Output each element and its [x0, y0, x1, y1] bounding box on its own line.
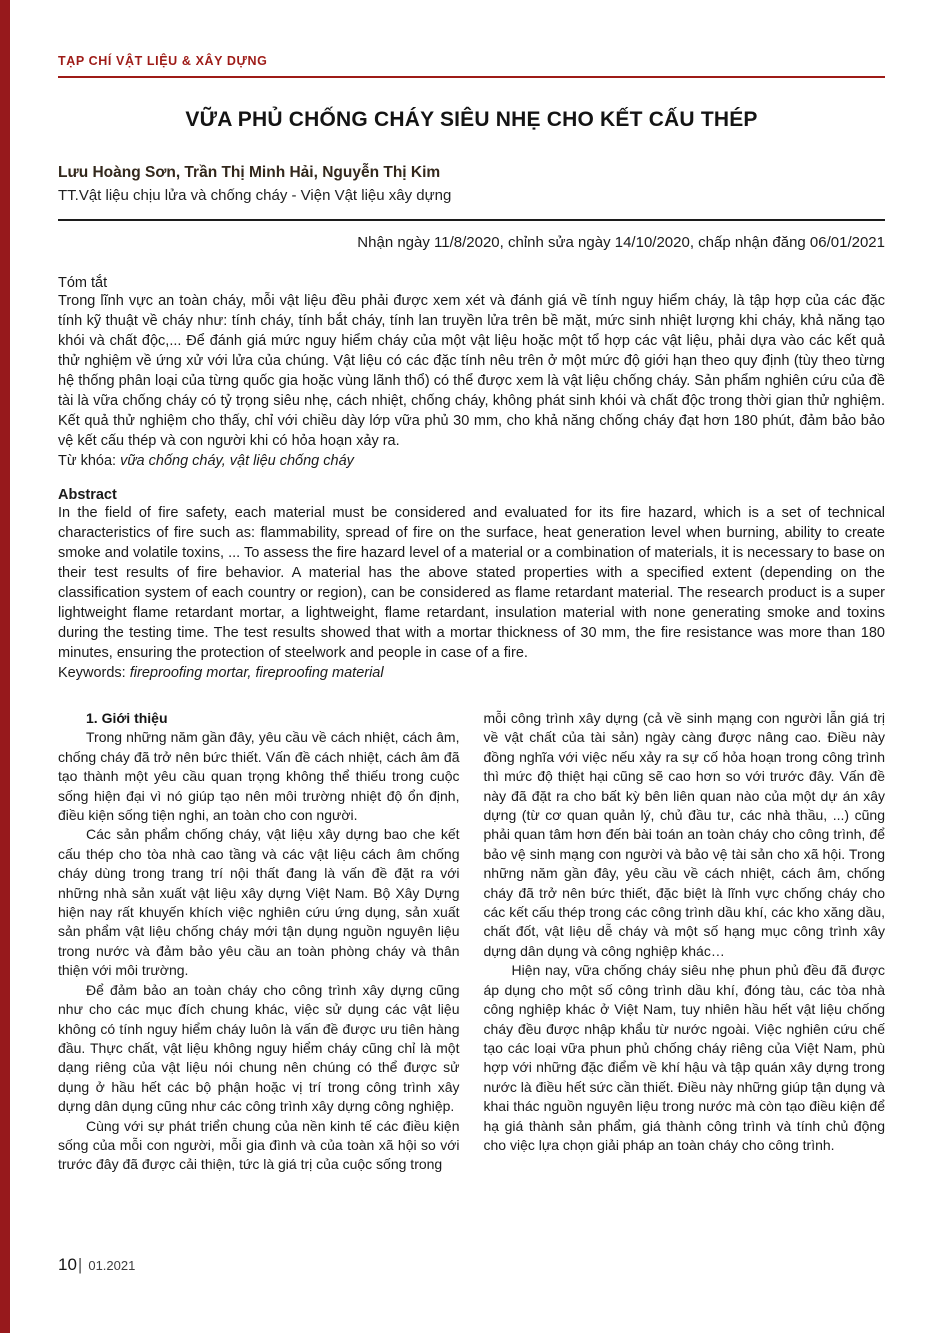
submission-dates: Nhận ngày 11/8/2020, chỉnh sửa ngày 14/10/2020, chấp nhận đăng 06/01/2021: [357, 234, 885, 251]
affiliation: TT.Vật liệu chịu lửa và chống cháy - Viện Vật liệu xây dựng: [58, 187, 452, 204]
abstract-text: In the field of fire safety, each material must be considered and evaluated for its fire hazard, which is a set of technical characteristics of fire such as: flammability, spread of fire on the surface, heat generation level when burning, ability to create smoke and volatile toxins, ... To assess the fire hazard level of a material or a combination of materials, it is necessary to base on their test results of fire behavior. A material has the above stated properties with a specified extent (depending on the classification system of each country or region), can be considered as flame retardant material. The research product is a super lightweight flame retardant mortar, a lightweight, flame retardant, insulation material with none generating smoke and toxins during the testing time. The test results showed that with a mortar thickness of 30 mm, the fire resistance was more than 180 minutes, ensuring the protection of steelwork and people in case of a fire.: [58, 505, 885, 661]
section-1-heading: 1. Giới thiệu: [86, 710, 168, 726]
abstract-block: [58, 487, 885, 683]
authors: Lưu Hoàng Sơn, Trần Thị Minh Hải, Nguyễn Thị Kim: [58, 164, 441, 181]
two-column-body: [58, 709, 885, 1175]
paragraph: Các sản phẩm chống cháy, vật liệu xây dựng bao che kết cấu thép cho tòa nhà cao tầng và các vật liệu cách âm chống cháy dùng trong trang trí nội thất đang là vấn đề đặt ra với những nhà sản xuất vật liệu xây dựng Việt Nam. Bộ Xây Dựng hiện nay rất khuyến khích việc nghiên cứu ứng dụng, sản xuất sản phẩm vật liệu chống cháy mới tận dụng nguồn nguyên liệu trong nước và đảm bảo yêu cầu an toàn phòng cháy và thân thiện với môi trường.: [58, 826, 460, 979]
header-rule: [58, 76, 885, 78]
page-footer: [58, 1255, 135, 1275]
keywords-line: [58, 663, 885, 683]
keywords-text: fireproofing mortar, fireproofing material: [129, 665, 384, 681]
footer-separator: |: [77, 1255, 83, 1274]
tomtat-text: Trong lĩnh vực an toàn cháy, mỗi vật liệu đều phải được xem xét và đánh giá về tính nguy hiểm cháy, là tập hợp của các đặc tính kỹ thuật về cháy như: tính cháy, tính bắt cháy, tính lan truyền lửa trên bề mặt, mức sinh nhiệt lượng khi cháy, khả năng tạo khói và chất độc,... Để đánh giá mức nguy hiểm cháy của một vật liệu hoặc một tổ hợp các vật liệu, phải dựa vào các kết quả thử nghiệm về ứng xử với lửa của chúng. Vật liệu có các đặc tính nêu trên ở một mức độ giới hạn theo quy định (tùy theo từng hệ thống phân loại của từng quốc gia hoặc vùng lãnh thổ) có thể được xem là vật liệu chống cháy. Sản phẩm nghiên cứu của đề tài là vữa chống cháy có tỷ trọng siêu nhẹ, cách nhiệt, chống cháy, không phát sinh khói và chất độc trong thời gian thử nghiệm. Kết quả thử nghiệm cho thấy, chỉ với chiều dày lớp vữa phủ 30 mm, cho khả năng chống cháy đạt hơn 180 phút, đảm bảo bảo vệ kết cấu thép và con người khi có hỏa hoạn xảy ra.: [58, 293, 885, 449]
journal-name: TẠP CHÍ VẬT LIỆU & XÂY DỰNG: [58, 54, 268, 68]
right-column: [484, 709, 886, 1175]
page-number: 10: [58, 1255, 77, 1274]
tukhoa-line: [58, 451, 885, 471]
tomtat-label: Tóm tắt: [58, 275, 108, 291]
paragraph: Để đảm bảo an toàn cháy cho công trình xây dựng cũng như cho các mục đích chung khác, việc sử dụng các vật liệu không có tính nguy hiểm cháy luôn là vấn đề được ưu tiên hàng đầu. Thực chất, vật liệu không nguy hiểm cháy cũng chỉ là một dạng riêng của vật liệu nói chung nên chúng có thể được sử dụng ở hầu hết các bộ phận hoặc vị trí trong công trình xây dựng dân dụng cũng như các công trình xây dựng công nghiệp.: [58, 981, 460, 1115]
keywords-label: Keywords:: [58, 665, 130, 681]
paragraph: Cùng với sự phát triển chung của nền kinh tế các điều kiện sống của mỗi con người, mỗi gia đình và của toàn xã hội so với trước đây đã được cải thiện, tức là giá trị của cuộc sống trong: [58, 1117, 460, 1173]
paragraph: Trong những năm gần đây, yêu cầu về cách nhiệt, cách âm, chống cháy đã trở nên bức thiết. Vấn đề cách nhiệt, cách âm đã tạo thành một yêu cầu quan trọng không thể thiếu trong cuộc sống hiện đại vì nó giúp tạo nên môi trường nhiệt độ ổn định, điều kiện sống tiện nghi, an toàn cho con người.: [58, 729, 460, 824]
left-column: [58, 709, 460, 1175]
article-title: VỮA PHỦ CHỐNG CHÁY SIÊU NHẸ CHO KẾT CẤU THÉP: [185, 108, 758, 131]
title-separator-rule: [58, 219, 885, 221]
tukhoa-label: Từ khóa:: [58, 453, 121, 469]
paragraph: Hiện nay, vữa chống cháy siêu nhẹ phun phủ đều đã được áp dụng cho một số công trình dầu khí, đóng tàu, các tòa nhà công nghiệp khác ở Việt Nam, tuy nhiên hầu hết vật liệu chống cháy đều được nhập khẩu từ nước ngoài. Việc nghiên cứu chế tạo các loại vữa phun phủ chống cháy riêng của Việt Nam, phù hợp với những đặc điểm về khí hậu và tập quán xây dựng trong nước là điều hết sức cần thiết. Điều này những giúp tận dụng và khai thác nguồn nguyên liệu trong nước mà còn tạo điều kiện để hạ giá thành sản phẩm, giá thành công trình và tính chủ động cho việc lựa chọn giải pháp an toàn cháy cho công trình.: [483, 962, 885, 1153]
paragraph: mỗi công trình xây dựng (cả về sinh mạng con người lẫn giá trị về vật chất của tài sản) ngày càng được nâng cao. Điều này đồng nghĩa với việc nếu xảy ra sự cố hỏa hoạn trong công trình thì mức độ thiệt hại cũng sẽ cao hơn so với trước đây. Vấn đề này đã đặt ra cho bất kỳ bên liên quan nào của một dự án xây dựng (từ cơ quan quản lý, chủ đầu tư, các nhà thầu, ...) cũng phải quan tâm hơn đến bài toán an toàn cháy cho công trình, để bảo vệ sinh mạng con người và bảo vệ tài sản cho xã hội. Trong những năm gần đây, yêu cầu về cách nhiệt, cách âm, chống cháy đã trở nên bức thiết, đặc biệt là lĩnh vực chống cháy cho các kết cấu thép trong các công trình dầu khí, các kho xăng dầu, chất đốt, vật liệu dễ cháy và một số hạng mục công trình xây dựng dân dụng và công nghiệp khác…: [483, 710, 885, 959]
abstract-label: Abstract: [58, 487, 117, 503]
tukhoa-keywords: vữa chống cháy, vật liệu chống cháy: [120, 453, 354, 469]
issue-label: 01.2021: [88, 1258, 136, 1273]
